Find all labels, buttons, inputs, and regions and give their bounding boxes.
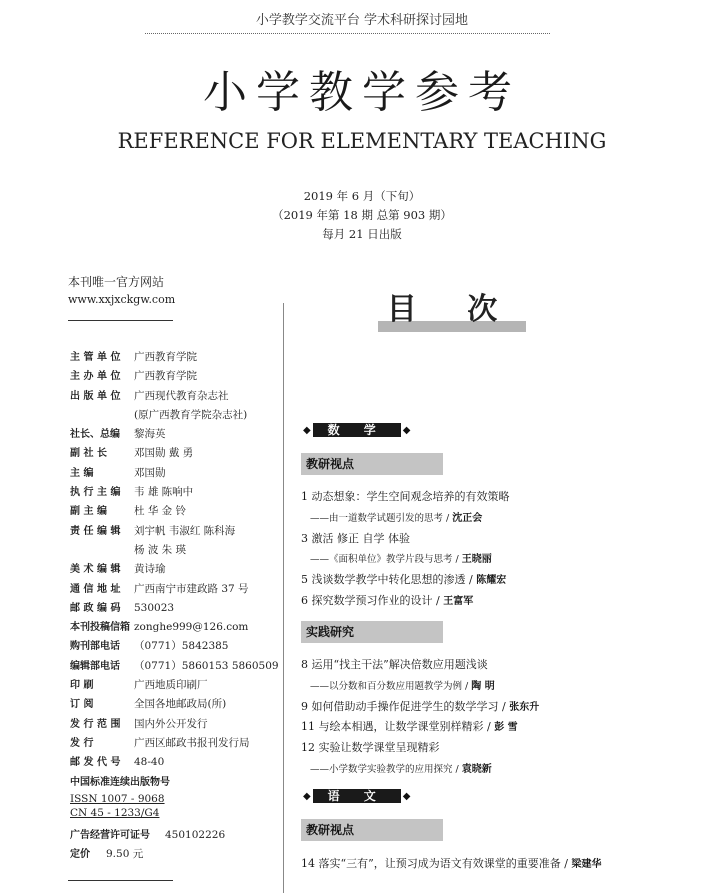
toc-entry[interactable] — [301, 698, 539, 714]
dotted-divider — [145, 33, 550, 34]
info-label: 定价 — [70, 848, 90, 860]
info-row — [70, 483, 285, 502]
info-value: 杨 波 朱 瑛 — [134, 543, 187, 556]
masthead-info — [70, 348, 285, 864]
info-label: 邮 发 代 号 — [70, 757, 121, 769]
info-row — [70, 464, 285, 483]
info-row — [70, 444, 285, 463]
section-label: 语 文 — [313, 789, 401, 803]
entry-subtitle: ——由一道数学试题引发的思考 / — [310, 513, 453, 524]
diamond-icon: ◆ — [402, 424, 411, 436]
info-value: 全国各地邮政局(所) — [134, 698, 227, 711]
info-row — [70, 695, 285, 714]
info-row — [70, 637, 285, 656]
diamond-icon: ◆ — [303, 790, 311, 802]
entry-author: 梁建华 — [571, 859, 602, 870]
entry-subtitle: ——《面积单位》教学片段与思考 / — [310, 554, 462, 565]
info-row — [70, 657, 285, 676]
info-row — [70, 599, 285, 618]
info-row — [70, 522, 285, 541]
info-label: 发 行 — [70, 737, 94, 749]
info-label: 副 社 长 — [70, 448, 107, 460]
entry-author: 王晓丽 — [461, 554, 492, 565]
info-label: 主 编 — [70, 467, 94, 479]
issue-number: （2019 年第 18 期 总第 903 期） — [272, 208, 452, 222]
diamond-icon: ◆ — [402, 790, 411, 802]
info-value: 广西教育学院 — [134, 351, 197, 363]
info-value: 450102226 — [165, 828, 226, 841]
issue-date: 2019 年 6 月（下旬） — [303, 189, 421, 203]
info-value: 韦 雄 陈响中 — [134, 486, 194, 499]
entry-author: 沈正会 — [452, 513, 483, 524]
info-label: 出 版 单 位 — [70, 390, 121, 402]
info-label: 邮 政 编 码 — [70, 602, 121, 614]
info-value: 黄诗瑜 — [134, 563, 166, 576]
info-label: 副 主 编 — [70, 506, 107, 518]
info-value: 杜 华 金 铃 — [134, 505, 187, 518]
entry-author: 彭 雪 — [494, 722, 518, 733]
toc-entry-subtitle[interactable] — [310, 760, 492, 775]
info-row — [70, 367, 285, 386]
toc-entry[interactable]: 8 运用“找主干法”解决倍数应用题浅谈 — [301, 658, 488, 671]
column-divider — [283, 303, 284, 893]
info-label: 编辑部电话 — [70, 660, 120, 672]
entry-title: 11 与绘本相遇，让数学课堂别样精彩 / — [301, 720, 495, 733]
section-header-math — [303, 421, 410, 439]
cn-number: CN 45 - 1233/G4 — [70, 806, 160, 819]
toc-entry-subtitle[interactable] — [310, 509, 482, 524]
serial-label: 中国标准连续出版物号 — [70, 776, 170, 788]
info-label: 主 管 单 位 — [70, 352, 121, 363]
entry-title: 6 探究数学预习作业的设计 / — [301, 594, 444, 607]
entry-author: 陈耀宏 — [476, 575, 507, 586]
issn: ISSN 1007 - 9068 — [70, 792, 165, 805]
toc-entry[interactable]: 3 激活 修正 自学 体验 — [301, 532, 410, 545]
info-row — [70, 425, 285, 444]
info-value: 邓国勋 戴 勇 — [134, 447, 194, 460]
price-value: 9.50 元 — [106, 847, 144, 860]
toc-entry-subtitle[interactable] — [310, 677, 495, 692]
section-label: 数 学 — [313, 423, 401, 437]
info-row — [70, 618, 285, 637]
diamond-icon: ◆ — [303, 424, 311, 436]
toc-entry[interactable] — [301, 855, 601, 871]
info-value: 广西地质印刷厂 — [134, 679, 208, 692]
info-value: 广西南宁市建政路 37 号 — [134, 582, 249, 595]
website-url[interactable]: www.xxjxckgw.com — [68, 293, 176, 306]
info-label: 美 术 编 辑 — [70, 564, 121, 576]
entry-author: 王富军 — [443, 596, 474, 607]
info-label: 印 刷 — [70, 680, 94, 692]
website-label: 本刊唯一官方网站 — [68, 275, 165, 289]
toc-entry[interactable]: 1 动态想象：学生空间观念培养的有效策略 — [301, 490, 510, 503]
info-row — [70, 406, 285, 425]
magazine-title: 小学教学参考 — [203, 67, 521, 118]
info-label: 责 任 编 辑 — [70, 525, 121, 537]
subsection-header: 教研视点 — [301, 819, 443, 841]
info-row — [70, 541, 285, 560]
toc-heading — [378, 284, 526, 332]
divider — [68, 320, 173, 321]
info-value: （0771）5842385 — [134, 640, 229, 653]
info-row — [70, 560, 285, 579]
info-value: 国内外公开发行 — [134, 717, 208, 730]
magazine-subtitle: REFERENCE FOR ELEMENTARY TEACHING — [117, 129, 607, 153]
info-label: 本刊投稿信箱 — [70, 622, 130, 634]
info-row — [70, 387, 285, 406]
info-row — [70, 502, 285, 521]
entry-title: 9 如何借助动手操作促进学生的数学学习 / — [301, 700, 510, 713]
info-label: 主 办 单 位 — [70, 371, 121, 383]
publish-day: 每月 21 日出版 — [322, 227, 402, 241]
info-value: 刘宇帆 韦淑红 陈科海 — [134, 524, 236, 537]
subsection-header: 教研视点 — [301, 453, 443, 475]
subsection-header: 实践研究 — [301, 621, 443, 643]
toc-entry[interactable] — [301, 718, 518, 734]
info-row — [70, 676, 285, 695]
info-row — [70, 734, 285, 753]
entry-author: 袁晓新 — [461, 764, 492, 775]
section-header-chinese — [303, 787, 410, 805]
info-value: 广西现代教育杂志社 — [134, 389, 229, 402]
info-value: 邓国勋 — [134, 466, 166, 479]
toc-entry[interactable] — [301, 571, 506, 587]
entry-title: 14 落实“三有”，让预习成为语文有效课堂的重要准备 / — [301, 857, 572, 870]
toc-entry-subtitle[interactable] — [310, 550, 492, 565]
entry-subtitle: ——以分数和百分数应用题教学为例 / — [310, 681, 472, 692]
info-value: 48-40 — [134, 756, 165, 769]
info-value: 530023 — [134, 601, 175, 614]
toc-title: 目 次 — [386, 292, 518, 327]
info-row — [70, 715, 285, 734]
info-label: 广告经营许可证号 — [70, 829, 150, 841]
info-label: 订 阅 — [70, 699, 94, 711]
info-value: 广西教育学院 — [134, 370, 197, 383]
toc-entry[interactable]: 12 实验让数学课堂呈现精彩 — [301, 741, 440, 754]
entry-author: 陶 明 — [471, 681, 495, 692]
slogan: 小学教学交流平台 学术科研探讨园地 — [255, 13, 469, 28]
email-value[interactable]: zonghe999@126.com — [134, 621, 249, 634]
info-row — [70, 348, 285, 367]
info-label: 通 信 地 址 — [70, 583, 121, 595]
info-row — [70, 753, 285, 772]
info-label: 发 行 范 围 — [70, 718, 121, 730]
info-label: 购刊部电话 — [70, 641, 120, 653]
entry-author: 张东升 — [509, 702, 540, 713]
divider — [68, 880, 173, 881]
info-value: (原广西教育学院杂志社) — [134, 408, 248, 421]
info-row — [70, 580, 285, 599]
info-label: 执 行 主 编 — [70, 487, 121, 499]
entry-title: 5 浅谈数学教学中转化思想的渗透 / — [301, 573, 477, 586]
info-row — [70, 826, 285, 845]
info-label: 社长、总编 — [70, 429, 120, 441]
info-row — [70, 845, 285, 864]
info-value: 广西区邮政书报刊发行局 — [134, 736, 250, 749]
info-value: 黎海英 — [134, 428, 166, 441]
entry-subtitle: ——小学数学实验教学的应用探究 / — [310, 764, 462, 775]
toc-entry[interactable] — [301, 592, 473, 608]
info-value: （0771）5860153 5860509 — [134, 659, 279, 672]
